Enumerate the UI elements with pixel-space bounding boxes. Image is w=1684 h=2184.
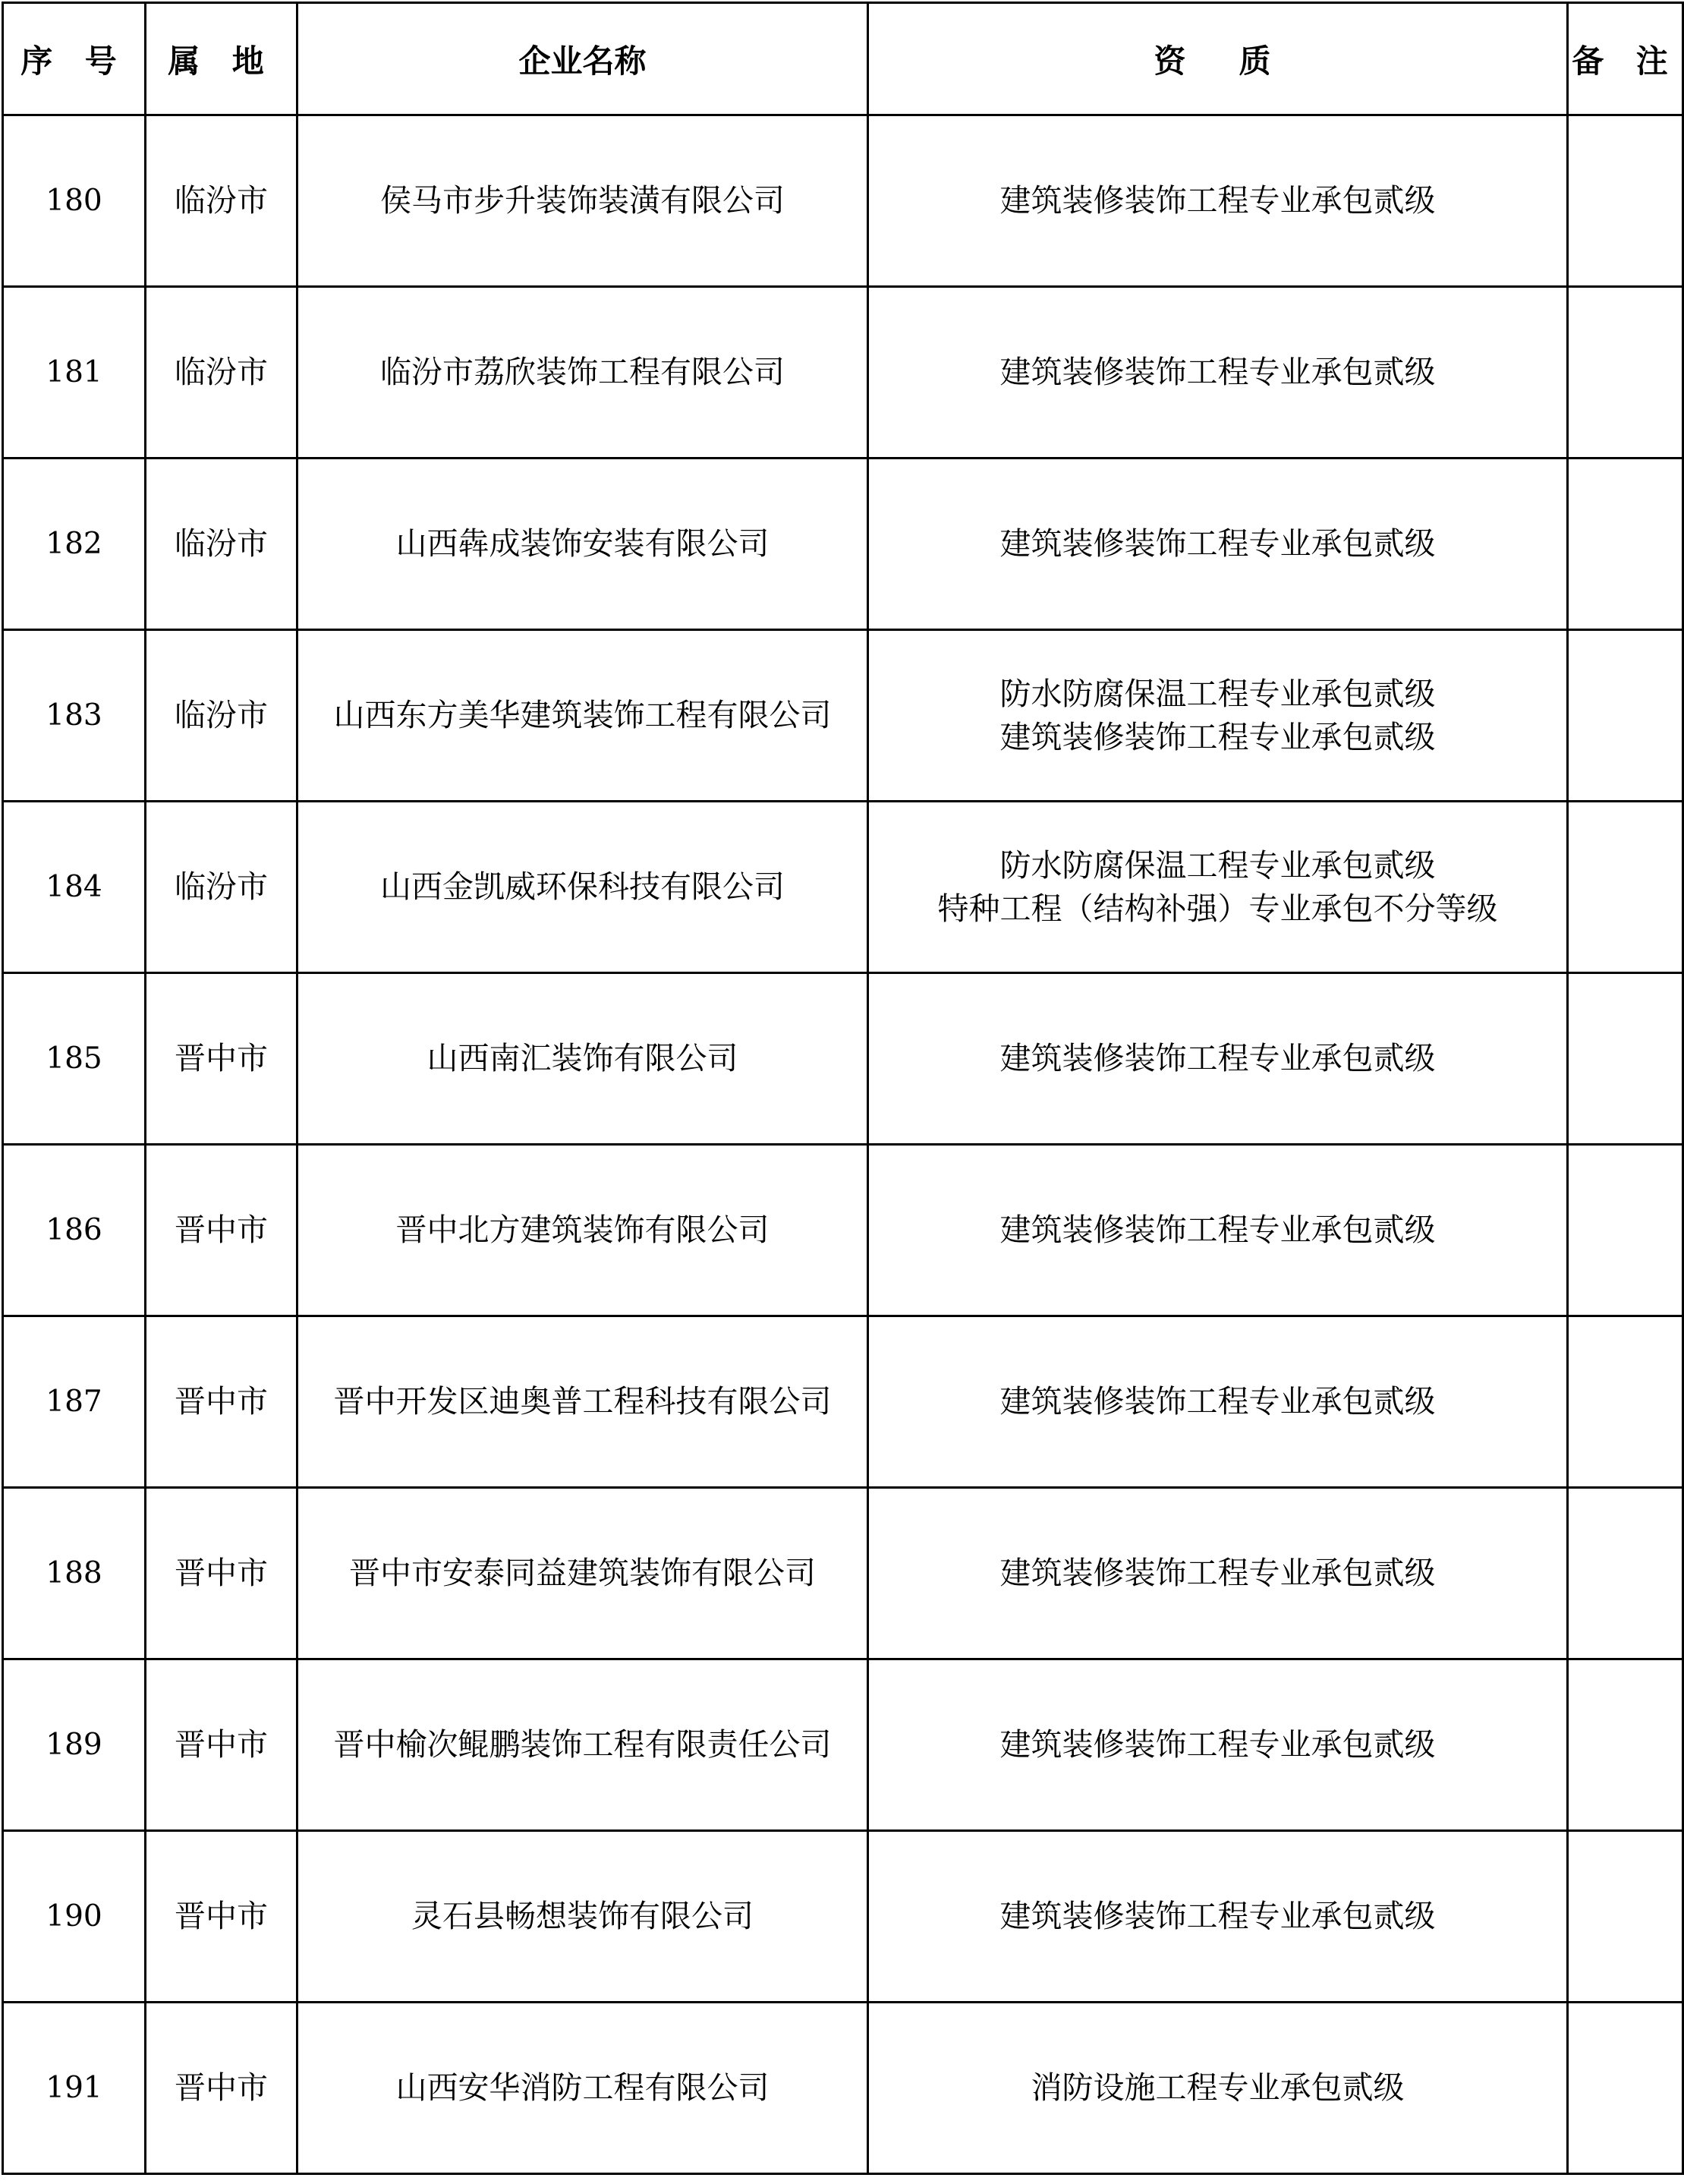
header-company: 企业名称: [297, 3, 868, 115]
table-header-row: [3, 3, 1683, 115]
cell-company: 晋中北方建筑装饰有限公司: [297, 1145, 868, 1316]
cell-remark: [1568, 287, 1683, 459]
table-row: [3, 459, 1683, 630]
qualification-line: 建筑装修装饰工程专业承包贰级: [999, 1383, 1436, 1420]
header-seq: 序 号: [3, 3, 146, 115]
qualification-line: 建筑装修装饰工程专业承包贰级: [999, 1726, 1436, 1763]
header-qualification: 资 质: [868, 3, 1568, 115]
cell-company: 灵石县畅想装饰有限公司: [297, 1831, 868, 2003]
cell-seq: 184: [3, 802, 146, 973]
cell-seq: 191: [3, 2003, 146, 2174]
cell-qualification: [868, 1316, 1568, 1488]
cell-qualification: [868, 630, 1568, 802]
qualification-line: 建筑装修装饰工程专业承包贰级: [999, 718, 1436, 755]
cell-region: 临汾市: [146, 630, 297, 802]
cell-company: 山西东方美华建筑装饰工程有限公司: [297, 630, 868, 802]
qualification-line: 特种工程（结构补强）专业承包不分等级: [937, 890, 1498, 927]
qualification-line: 防水防腐保温工程专业承包贰级: [999, 846, 1436, 884]
cell-region: 晋中市: [146, 1831, 297, 2003]
cell-qualification: [868, 973, 1568, 1145]
qualification-table: [2, 2, 1684, 2175]
qualification-line: 建筑装修装饰工程专业承包贰级: [999, 182, 1436, 219]
cell-seq: 186: [3, 1145, 146, 1316]
qualification-line: 防水防腐保温工程专业承包贰级: [999, 675, 1436, 712]
table-row: [3, 1316, 1683, 1488]
cell-seq: 183: [3, 630, 146, 802]
cell-qualification: [868, 287, 1568, 459]
qualification-line: 建筑装修装饰工程专业承包贰级: [999, 354, 1436, 390]
cell-company: 晋中榆次鲲鹏装饰工程有限责任公司: [297, 1659, 868, 1831]
cell-region: 晋中市: [146, 973, 297, 1145]
cell-qualification: [868, 1831, 1568, 2003]
cell-company: 临汾市荔欣装饰工程有限公司: [297, 287, 868, 459]
table-row: [3, 1831, 1683, 2003]
cell-region: 晋中市: [146, 1659, 297, 1831]
table-row: [3, 1488, 1683, 1659]
cell-remark: [1568, 1145, 1683, 1316]
qualification-line: 建筑装修装饰工程专业承包贰级: [999, 1040, 1436, 1076]
table-row: [3, 1659, 1683, 1831]
cell-company: 晋中市安泰同益建筑装饰有限公司: [297, 1488, 868, 1659]
header-region: 属 地: [146, 3, 297, 115]
cell-region: 晋中市: [146, 2003, 297, 2174]
cell-qualification: [868, 1659, 1568, 1831]
cell-region: 临汾市: [146, 459, 297, 630]
cell-region: 临汾市: [146, 115, 297, 287]
cell-remark: [1568, 459, 1683, 630]
cell-remark: [1568, 1488, 1683, 1659]
qualification-line: 消防设施工程专业承包贰级: [1031, 2069, 1405, 2106]
cell-remark: [1568, 973, 1683, 1145]
qualification-line: 建筑装修装饰工程专业承包贰级: [999, 525, 1436, 562]
cell-qualification: [868, 459, 1568, 630]
header-remark: 备 注: [1568, 3, 1683, 115]
cell-company: 晋中开发区迪奥普工程科技有限公司: [297, 1316, 868, 1488]
cell-region: 临汾市: [146, 287, 297, 459]
cell-qualification: [868, 1145, 1568, 1316]
cell-qualification: [868, 1488, 1568, 1659]
cell-qualification: [868, 2003, 1568, 2174]
cell-seq: 189: [3, 1659, 146, 1831]
cell-remark: [1568, 115, 1683, 287]
cell-qualification: [868, 802, 1568, 973]
table-row: [3, 1145, 1683, 1316]
cell-remark: [1568, 1659, 1683, 1831]
qualification-line: 建筑装修装饰工程专业承包贰级: [999, 1212, 1436, 1248]
cell-company: 山西安华消防工程有限公司: [297, 2003, 868, 2174]
cell-region: 晋中市: [146, 1316, 297, 1488]
cell-seq: 185: [3, 973, 146, 1145]
table-row: [3, 115, 1683, 287]
cell-remark: [1568, 630, 1683, 802]
cell-remark: [1568, 1831, 1683, 2003]
cell-remark: [1568, 1316, 1683, 1488]
cell-company: 山西金凯威环保科技有限公司: [297, 802, 868, 973]
table-row: [3, 2003, 1683, 2174]
table-row: [3, 630, 1683, 802]
cell-seq: 182: [3, 459, 146, 630]
cell-company: 山西犇成装饰安装有限公司: [297, 459, 868, 630]
cell-remark: [1568, 802, 1683, 973]
cell-seq: 181: [3, 287, 146, 459]
cell-qualification: [868, 115, 1568, 287]
cell-region: 晋中市: [146, 1488, 297, 1659]
qualification-line: 建筑装修装饰工程专业承包贰级: [999, 1555, 1436, 1591]
cell-seq: 187: [3, 1316, 146, 1488]
table-row: [3, 287, 1683, 459]
cell-region: 晋中市: [146, 1145, 297, 1316]
cell-remark: [1568, 2003, 1683, 2174]
cell-region: 临汾市: [146, 802, 297, 973]
cell-company: 山西南汇装饰有限公司: [297, 973, 868, 1145]
table-body: [3, 115, 1683, 2174]
cell-seq: 190: [3, 1831, 146, 2003]
cell-seq: 188: [3, 1488, 146, 1659]
table-row: [3, 973, 1683, 1145]
qualification-line: 建筑装修装饰工程专业承包贰级: [999, 1898, 1436, 1934]
cell-company: 侯马市步升装饰装潢有限公司: [297, 115, 868, 287]
table-row: [3, 802, 1683, 973]
cell-seq: 180: [3, 115, 146, 287]
